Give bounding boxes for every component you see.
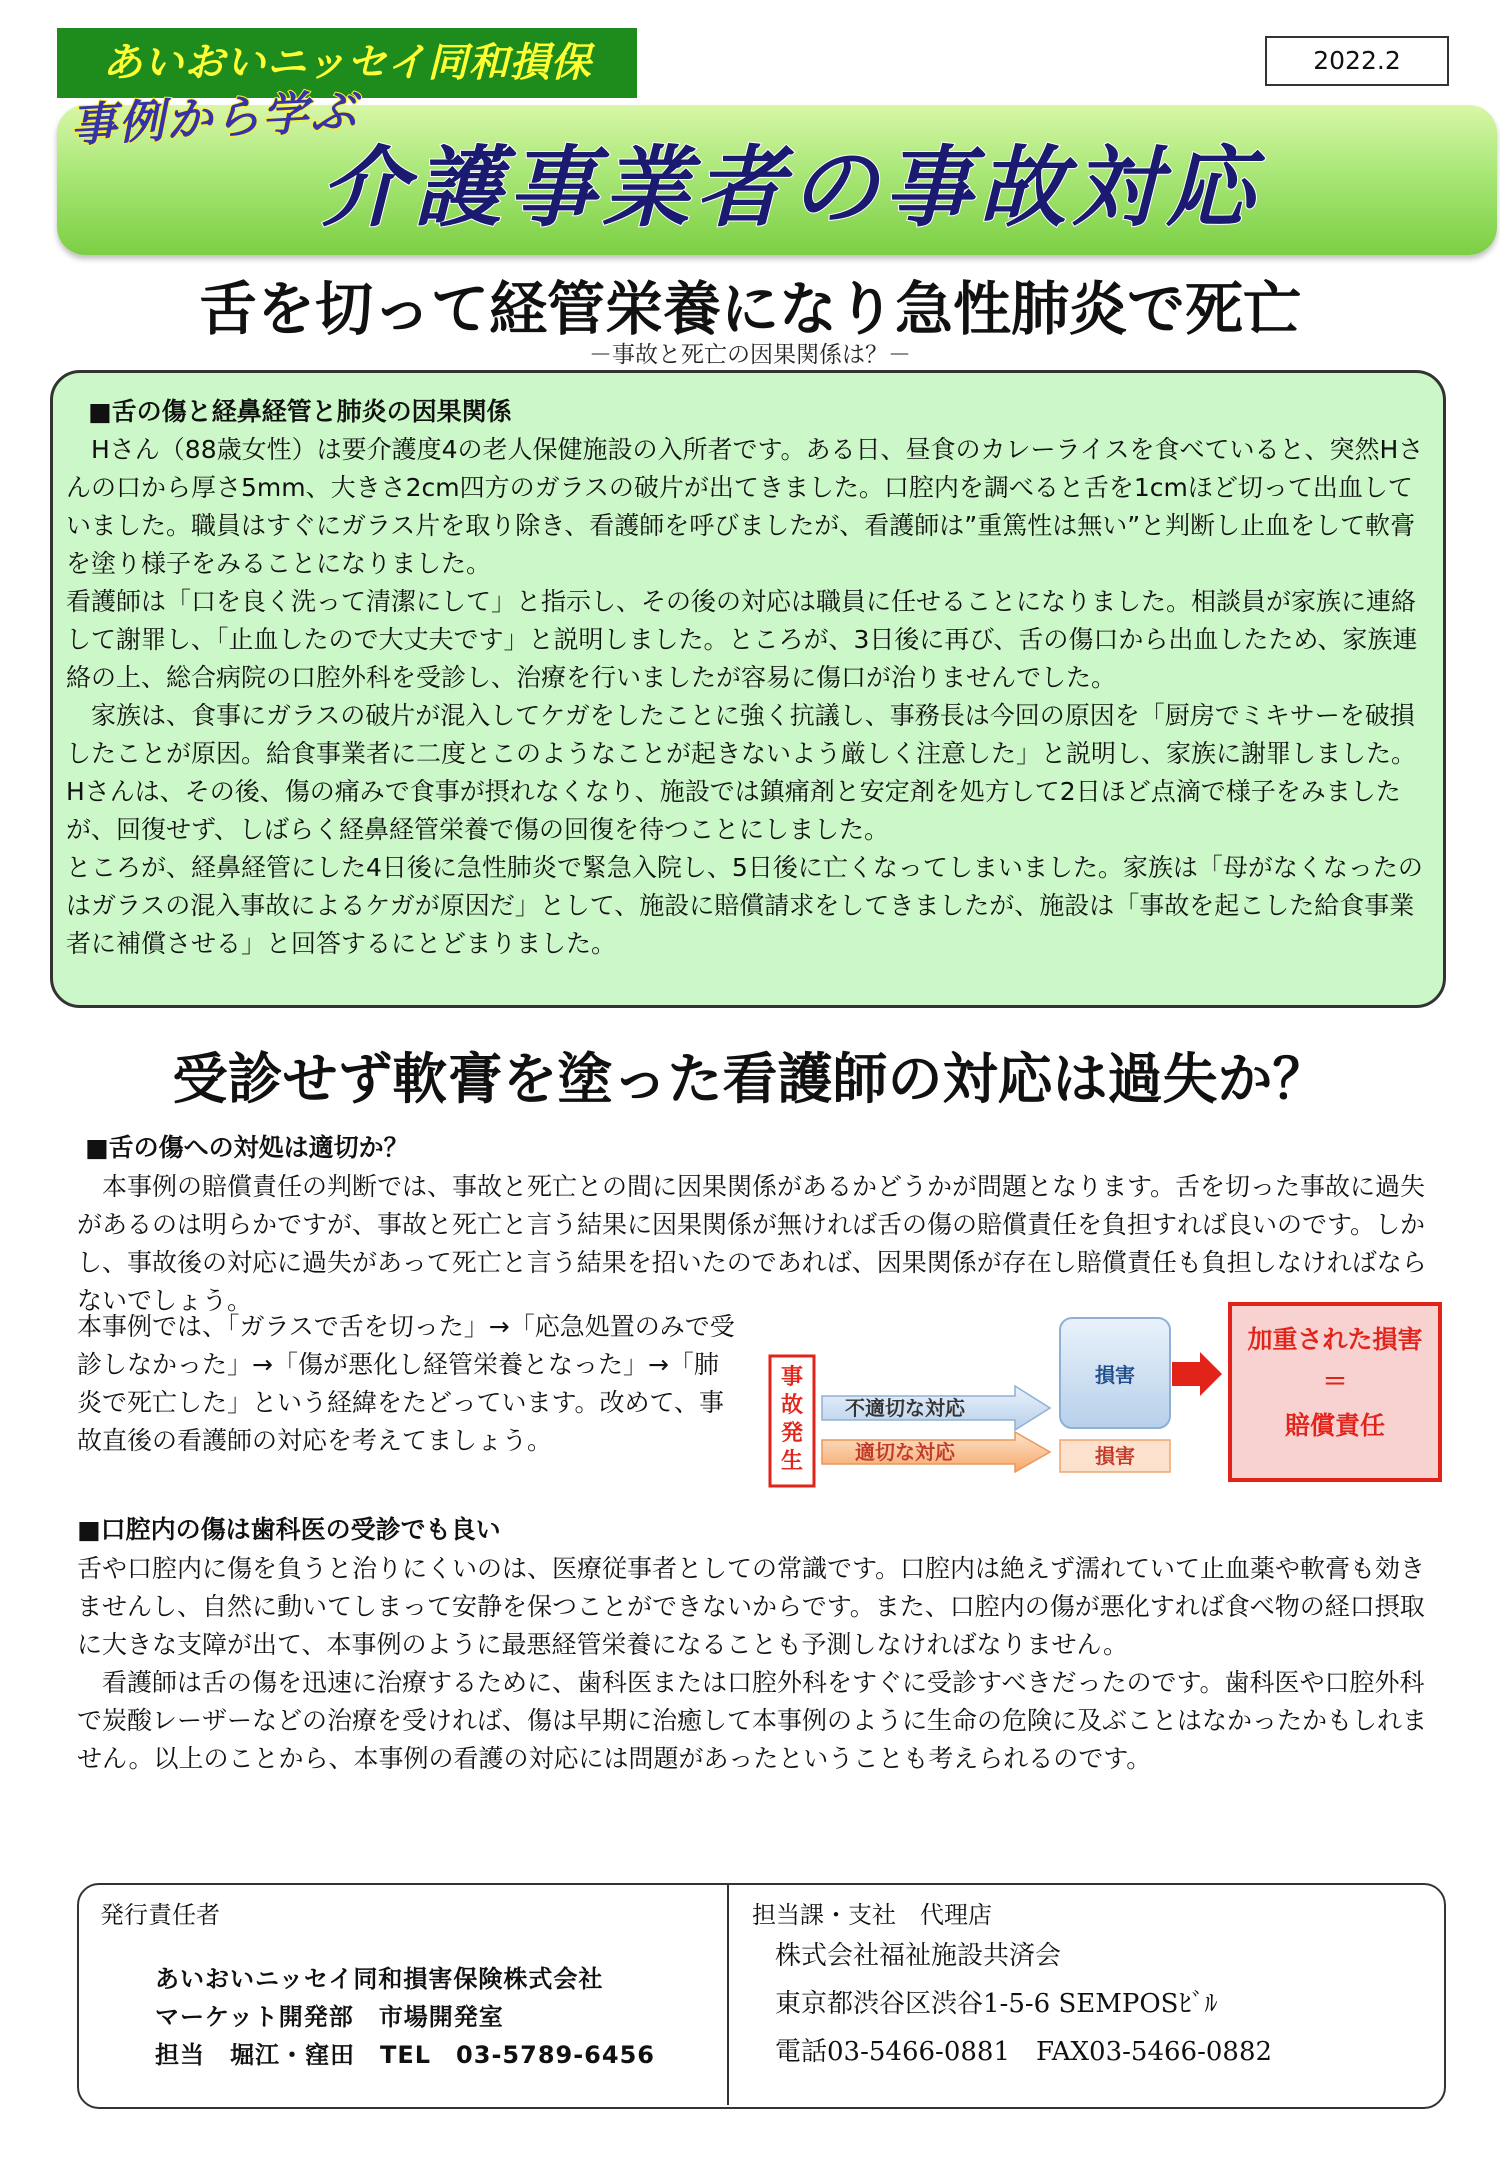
- section3-body: [77, 1510, 1437, 1778]
- section2-body: [77, 1128, 1437, 1320]
- agent-label: 担当課・支社 代理店: [752, 1901, 992, 1929]
- flow-text-block: [77, 1308, 737, 1460]
- section3-paragraph: 舌や口腔内に傷を負うと治りにくいのは、医療従事者としての常識です。口腔内は絶えず濡れていて止血薬や軟膏も効きませんし、自然に動いてしまって安静を保つことができないからです。また、口腔内の傷が悪化すれば食べ物の経口摂取に大きな支障が出て、本事例のように最悪経管栄養になることも予測しなければなりません。: [77, 1554, 1426, 1659]
- damage-top-label: 損害: [1095, 1363, 1135, 1387]
- section3-heading: ■口腔内の傷は歯科医の受診でも良い: [77, 1515, 501, 1544]
- issue-date: 2022.2: [1265, 36, 1449, 86]
- headline-subtitle: －事故と死亡の因果関係は？－: [589, 342, 911, 368]
- case-paragraph: 家族は、食事にガラスの破片が混入してケガをしたことに強く抗議し、事務長は今回の原因を「厨房でミキサーを破損したことが原因。給食事業者に二度とこのようなことが起きないよう厳しく注意した」と説明し、家族に謝罪しました。Hさんは、その後、傷の痛みで食事が摂れなくなり、施設では鎮痛剤と安定剤を処方して2日ほど点滴で様子をみましたが、回復せず、しばらく経鼻経管栄養で傷の回復を待つことにしました。: [66, 701, 1417, 844]
- publisher-dept: マーケット開発部 市場開発室: [155, 2003, 504, 2031]
- publisher-label: 発行責任者: [100, 1901, 220, 1929]
- case-content: [66, 392, 1431, 963]
- agent-company: 株式会社福祉施設共済会: [775, 1941, 1062, 1971]
- footer-divider: [727, 1883, 729, 2105]
- agent-block: [775, 1932, 1272, 2076]
- section2-paragraph: 本事例の賠償責任の判断では、事故と死亡との間に因果関係があるかどうかが問題となります。舌を切った事故に過失があるのは明らかですが、事故と死亡と言う結果に因果関係が無ければ舌の傷の賠償責任を負担すれば良いのです。しかし、事故後の対応に過失があって死亡と言う結果を招いたのであれば、因果関係が存在し賠償責任も負担しなければならないでしょう。: [77, 1172, 1427, 1315]
- result-eq: ＝: [1322, 1367, 1348, 1396]
- case-paragraph: Hさん（88歳女性）は要介護度4の老人保健施設の入所者です。ある日、昼食のカレーライスを食べていると、突然Hさんの口から厚さ5mm、大きさ2cm四方のガラスの破片が出てきました。口腔内を調べると舌を1cmほど切って出血していました。職員はすぐにガラス片を取り除き、看護師を呼びましたが、看護師は”重篤性は無い”と判断し止血をして軟膏を塗り様子をみることになりました。: [66, 435, 1424, 578]
- accident-char: 生: [780, 1449, 804, 1474]
- result-line2: 賠償責任: [1284, 1411, 1386, 1440]
- inappropriate-label: 不適切な対応: [845, 1396, 965, 1420]
- headline-title: 舌を切って経管栄養になり急性肺炎で死亡: [198, 275, 1301, 343]
- brand-label: あいおいニッセイ同和損保: [57, 28, 637, 98]
- section3-paragraph: 看護師は舌の傷を迅速に治療するために、歯科医または口腔外科をすぐに受診すべきだったのです。歯科医や口腔外科で炭酸レーザーなどの治療を受ければ、傷は早期に治癒して本事例のように生命の危険に及ぶことはなかったかもしれません。以上のことから、本事例の看護の対応には問題があったということも考えられるのです。: [77, 1668, 1428, 1773]
- publisher-contact: 担当 堀江・窪田 TEL 03-5789-6456: [155, 2041, 655, 2069]
- section2-heading: ■舌の傷への対処は適切か？: [85, 1133, 409, 1162]
- publisher-block: [155, 1960, 655, 2074]
- liability-diagram: [760, 1300, 1450, 1490]
- case-heading: ■舌の傷と経鼻経管と肺炎の因果関係: [88, 397, 512, 426]
- case-paragraph: 看護師は「口を良く洗って清潔にして」と指示し、その後の対応は職員に任せることになりました。相談員が家族に連絡して謝罪し、「止血したので大丈夫です」と説明しました。ところが、3日後に再び、舌の傷口から出血したため、家族連絡の上、総合病院の口腔外科を受診し、治療を行いましたが容易に傷口が治りませんでした。: [66, 587, 1418, 692]
- accident-char: 発: [780, 1421, 804, 1446]
- agent-address: 東京都渋谷区渋谷1-5-6 SEMPOSﾋﾞﾙ: [775, 1989, 1218, 2019]
- accident-char: 事: [780, 1365, 804, 1390]
- case-paragraph: ところが、経鼻経管にした4日後に急性肺炎で緊急入院し、5日後に亡くなってしまいました。家族は「母がなくなったのはガラスの混入事故によるケガが原因だ」として、施設に賠償請求をしてきましたが、施設は「事故を起こした給食事業者に補償させる」と回答するにとどまりました。: [66, 853, 1423, 958]
- agent-phone: 電話03-5466-0881 FAX03-5466-0882: [775, 2037, 1273, 2067]
- series-subtitle: 事例から学ぶ: [68, 83, 360, 153]
- appropriate-label: 適切な対応: [855, 1440, 955, 1464]
- accident-char: 故: [780, 1393, 804, 1418]
- main-title: 介護事業者の事故対応: [319, 136, 1260, 239]
- result-arrow: [1172, 1352, 1222, 1396]
- section-title: 受診せず軟膏を塗った看護師の対応は過失か？: [172, 1047, 1328, 1111]
- flow-text: 本事例では、「ガラスで舌を切った」→「応急処置のみで受診しなかった」→「傷が悪化し経管栄養となった」→「肺炎で死亡した」という経緯をたどっています。改めて、事故直後の看護師の対応を考えてましょう。: [77, 1312, 735, 1455]
- damage-bottom-label: 損害: [1095, 1444, 1135, 1468]
- result-line1: 加重された損害: [1247, 1325, 1423, 1354]
- publisher-company: あいおいニッセイ同和損害保険株式会社: [155, 1965, 604, 1993]
